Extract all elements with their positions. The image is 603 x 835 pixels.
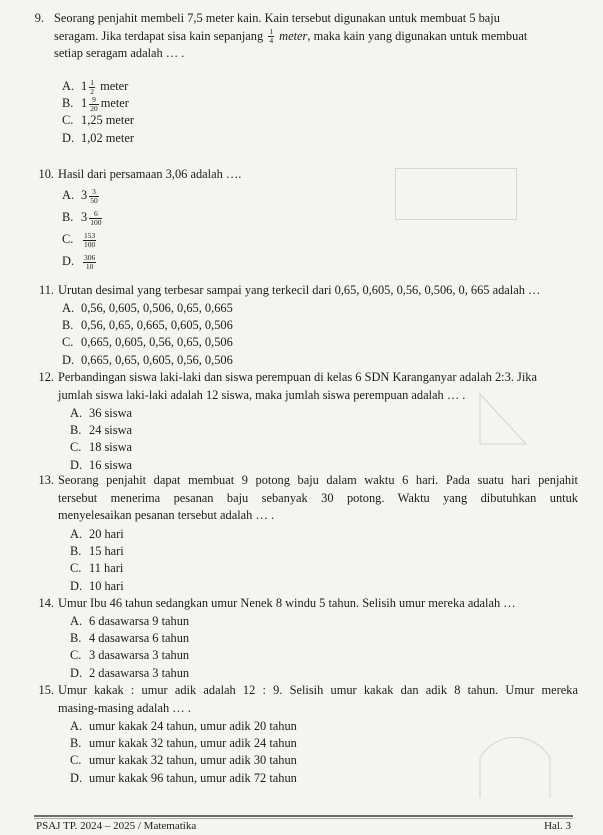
option-d[interactable]: D. $\frac{306}{10}$ [62, 252, 96, 271]
footer-page-number: Hal. 3 [544, 820, 571, 832]
fraction: $\frac{1}{4}$ [269, 27, 274, 46]
option-a[interactable]: A. 3 $\frac{3}{50}$ [62, 186, 98, 205]
option-b[interactable]: B. 15 hari [70, 544, 124, 559]
answer-options [70, 405, 132, 474]
option-c[interactable]: C. 11 hari [70, 561, 124, 576]
question-line: masing-masing adalah … . [58, 700, 191, 715]
answer-options [62, 184, 104, 272]
option-d[interactable]: D. 16 siswa [70, 457, 133, 472]
question-number: 14. [38, 596, 54, 610]
question-number: 11. [38, 283, 54, 297]
option-d[interactable]: D. 10 hari [70, 578, 124, 593]
fraction: $\frac{9}{20}$ [90, 94, 98, 113]
fraction: $\frac{153}{100}$ [84, 230, 96, 249]
footer-divider [34, 815, 573, 817]
question-number: 10. [38, 167, 54, 181]
question-line: seragam. Jika terdapat sisa kain sepanjang $\frac{1}{4}$ meter, maka kain yang digunakan untuk membuat [54, 27, 528, 46]
option-d[interactable]: D. 2 dasawarsa 3 tahun [70, 665, 190, 680]
option-a[interactable]: A. 36 siswa [70, 406, 133, 420]
question-number: 9. [34, 11, 44, 25]
question-text [54, 10, 527, 63]
option-b[interactable]: B. umur kakak 32 tahun, umur adik 24 tahun [70, 736, 297, 751]
option-b[interactable]: B. 0,56, 0,65, 0,665, 0,605, 0,506 [62, 318, 233, 333]
question-text [58, 682, 578, 717]
fraction: $\frac{3}{50}$ [90, 186, 98, 205]
footer-exam-title: PSAJ TP. 2024 – 2025 / Matematika [36, 820, 197, 832]
question-line: menyelesaikan pesanan tersebut adalah … . [58, 508, 275, 523]
answer-options [70, 613, 189, 682]
question-line: tersebut menerima pesanan baju sebanyak 30 potong. Waktu yang dibutuhkan untuk [58, 490, 578, 505]
option-a[interactable]: A. 0,56, 0,605, 0,506, 0,65, 0,665 [62, 301, 233, 315]
question-line: Umur kakak : umur adik adalah 12 : 9. Selisih umur kakak dan adik 8 tahun. Umur mereka [58, 683, 578, 697]
question-text: Umur Ibu 46 tahun sedangkan umur Nenek 8 windu 5 tahun. Selisih umur mereka adalah … [58, 596, 516, 610]
answer-options [70, 526, 124, 595]
question-line: setiap seragam adalah … . [54, 46, 185, 61]
option-b[interactable]: B. 3 $\frac{6}{100}$ [62, 208, 102, 227]
option-c[interactable]: C. 0,665, 0,605, 0,56, 0,65, 0,506 [62, 335, 233, 350]
option-d[interactable]: D. umur kakak 96 tahun, umur adik 72 tahun [70, 770, 297, 785]
show-through-box [395, 168, 517, 220]
answer-options [62, 78, 134, 147]
answer-options [70, 718, 297, 787]
question-number: 12. [38, 370, 54, 384]
question-line: Seorang penjahit membeli 7,5 meter kain. Kain tersebut digunakan untuk membuat 5 baju [54, 11, 500, 25]
option-d[interactable]: D. 1,02 meter [62, 130, 134, 145]
option-a[interactable]: A. 20 hari [70, 527, 124, 541]
option-a[interactable]: A. 1 $\frac{1}{2}$ meter [62, 77, 129, 96]
question-text: Hasil dari persamaan 3,06 adalah …. [58, 167, 242, 181]
question-line: Seorang penjahit dapat membuat 9 potong baju dalam waktu 6 hari. Pada suatu hari penjahit [58, 473, 578, 487]
option-c[interactable]: C. 1,25 meter [62, 113, 134, 128]
fraction: $\frac{6}{100}$ [90, 208, 102, 227]
answer-options [62, 300, 233, 369]
show-through-arc [470, 728, 560, 798]
option-a[interactable]: A. umur kakak 24 tahun, umur adik 20 tahun [70, 719, 297, 733]
question-text [58, 472, 578, 525]
question-line: jumlah siswa laki-laki adalah 12 siswa, maka jumlah siswa perempuan adalah … . [58, 387, 466, 402]
fraction: $\frac{306}{10}$ [84, 252, 96, 271]
option-c[interactable]: C. 3 dasawarsa 3 tahun [70, 648, 190, 663]
question-text [58, 369, 537, 404]
option-b[interactable]: B. 24 siswa [70, 423, 133, 438]
option-c[interactable]: C. $\frac{153}{100}$ [62, 230, 96, 249]
fraction: $\frac{1}{2}$ [90, 77, 94, 96]
option-c[interactable]: C. 18 siswa [70, 440, 133, 455]
option-c[interactable]: C. umur kakak 32 tahun, umur adik 30 tahun [70, 753, 297, 768]
option-b[interactable]: B. 4 dasawarsa 6 tahun [70, 631, 190, 646]
option-a[interactable]: A. 6 dasawarsa 9 tahun [70, 614, 190, 628]
question-text: Urutan desimal yang terbesar sampai yang terkecil dari 0,65, 0,605, 0,56, 0,506, 0, 665 adalah … [58, 283, 541, 297]
question-number: 13. [38, 473, 54, 487]
option-b[interactable]: B. 1 $\frac{9}{20}$ meter [62, 94, 129, 113]
footer-divider-thin [34, 818, 573, 819]
question-line: Perbandingan siswa laki-laki dan siswa perempuan di kelas 6 SDN Karanganyar adalah 2:3. Jika [58, 370, 537, 384]
question-number: 15. [38, 683, 54, 697]
option-d[interactable]: D. 0,665, 0,65, 0,605, 0,56, 0,506 [62, 352, 233, 367]
